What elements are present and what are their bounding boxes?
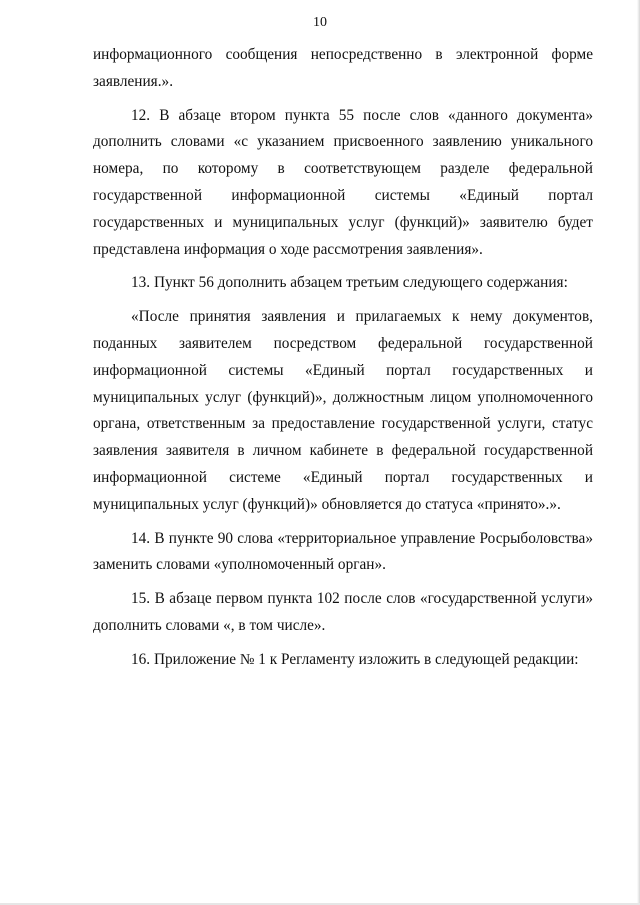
paragraph-continuation: информационного сообщения непосредственно в электронной форме заявления.». <box>93 46 593 90</box>
paragraph-item-15: 15. В абзаце первом пункта 102 после слов «государственной услуги» дополнить словами «, в том числе». <box>93 590 593 634</box>
page-number: 10 <box>313 15 327 30</box>
paragraph-item-14: 14. В пункте 90 слова «территориальное управление Росрыболовства» заменить словами «уполномоченный орган». <box>93 529 593 574</box>
paragraph-item-16: 16. Приложение № 1 к Регламенту изложить в следующей редакции: <box>131 650 579 668</box>
paragraph-item-12: 12. В абзаце втором пункта 55 после слов «данного документа» дополнить словами «с указанием присвоенного заявлению уникального номера, по которому в соответствующем разделе федеральной государственной информационной системы «Единый портал государственных и муниципальных услуг (функций)» заявителю будет представлена информация о ходе рассмотрения заявления». <box>93 106 593 258</box>
paragraph-item-13: 13. Пункт 56 дополнить абзацем третьим следующего содержания: <box>131 274 568 292</box>
paragraph-item-13-quote: «После принятия заявления и прилагаемых к нему документов, поданных заявителем посредством федеральной государственной информационной системы «Единый портал государственных и муниципальных услуг (функций)», должностным лицом уполномоченного органа, ответственным за предоставление государственной услуги, статус заявления заявителя в личном кабинете в федеральной государственной информационной системе «Единый портал государственных и муниципальных услуг (функций)» обновляется до статуса «принято».». <box>93 308 593 513</box>
document-body <box>93 42 593 681</box>
